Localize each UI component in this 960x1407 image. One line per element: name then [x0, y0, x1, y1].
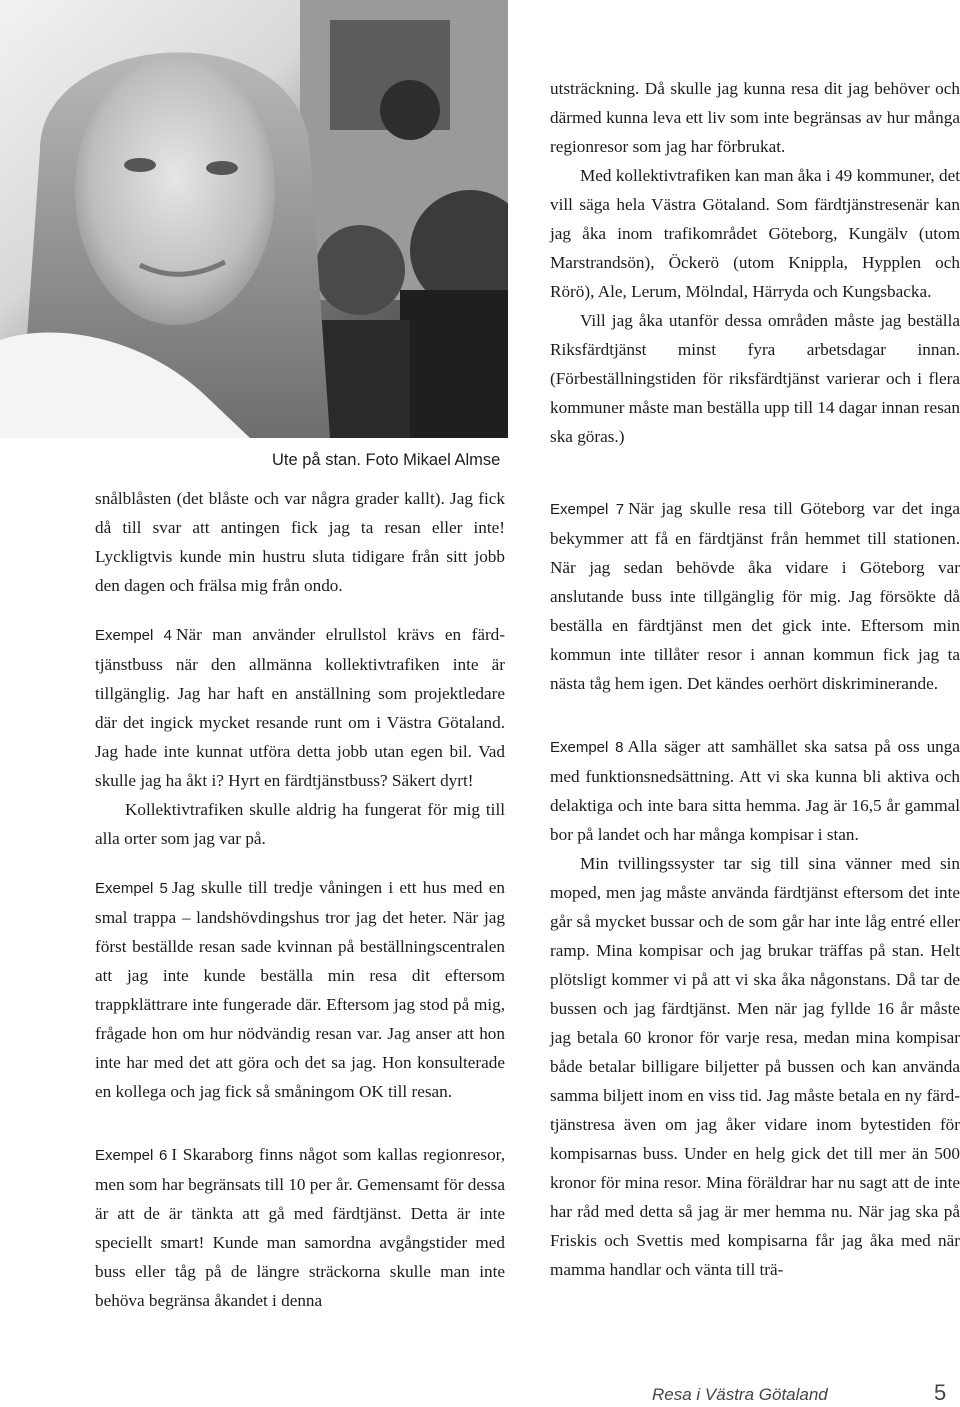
example-label: Exempel 6	[95, 1147, 168, 1164]
example-label: Exempel 5	[95, 880, 168, 897]
paragraph	[95, 1140, 505, 1315]
left-column	[95, 484, 505, 1315]
paragraph-text: I Skaraborg finns något som kallas regionresor, men som har begränsats till 10 per år. Gemensamt för dessa är att de är tänkta att gå med färdtjänst. Detta är inte speciellt smart! Kunde man samordna avgångstider med buss eller tåg på de längre sträckorna skulle man inte behöva begränsa åkandet i denna	[95, 1145, 506, 1310]
paragraph-text: utsträckning. Då skulle jag kunna resa dit jag behöver och därmed kunna leva ett liv som inte begränsas av hur många regionresor som jag har förbrukat.	[550, 79, 960, 156]
paragraph	[95, 484, 505, 600]
paragraph	[550, 74, 960, 161]
paragraph	[550, 732, 960, 849]
photo-caption: Ute på stan. Foto Mikael Almse	[272, 451, 501, 469]
footer-publication-title: Resa i Västra Götaland	[652, 1385, 828, 1404]
paragraph	[550, 161, 960, 306]
paragraph-text: Med kollektivtrafiken kan man åka i 49 kommuner, det vill säga hela Västra Götaland. Som färdtjänstresenär kan jag åka inom trafikområdet Göteborg, Kungälv (utom Marstrandsön), Öckerö (utom Knippla, Hypplen och Rörö), Ale, Lerum, Mölndal, Härryda och Kungsbacka.	[550, 166, 960, 301]
paragraph	[550, 494, 960, 698]
paragraph	[550, 849, 960, 1284]
right-column-bottom	[550, 494, 960, 1284]
page-number: 5	[934, 1380, 947, 1405]
paragraph-text: När jag skulle resa till Göteborg var det inga bekymmer att få en färdtjänst från hemmet till stationen. När jag sedan behövde åka vidare i Göteborg var anslutande buss inte tillgänglig för mig. Jag försökte då beställa en färdtjänst men det gick inte. Eftersom min kommun inte tillåter resor i annan kommun fick jag ta nästa tåg hem igen. Det kändes oerhört diskriminerande.	[550, 499, 960, 693]
photo	[0, 0, 508, 438]
paragraph	[95, 873, 505, 1106]
paragraph-text: Vill jag åka utanför dessa områden måste jag beställa Riksfärdtjänst minst fyra arbetsdagar innan. (Förbeställningstiden för riksfärdtjänst varierar och i flera kommuner måste man beställa upp till 14 dagar innan resan ska göras.)	[550, 311, 960, 446]
paragraph-text: Min tvillingssyster tar sig till sina vänner med sin moped, men jag måste använda färdtjänst eftersom det inte går så mycket bussar och de som går har inte låg entré eller ramp. Mina kompisar och jag brukar träffas på stan. Helt plötsligt kommer vi på att vi ska åka någonstans. Då tar de bussen och jag färdtjänst. Men när jag fyllde 16 år måste jag betala 60 kronor för varje resa, medan mina kompisar både betalar billigare biljetter på bussen och kan använda samma biljett inom en viss tid. Jag måste betala en ny färdtjänstresa även om jag åker vidare inom bytestiden för kompisarnas buss. Under en helg gick det till mer än 500 kronor för mina resor. Mina föräldrar har nu sagt att de inte har råd med detta så jag är mer hemma nu. När jag ska på Friskis och Svettis med kompisarna får jag åka med när mamma handlar och vänta till trä-	[550, 854, 960, 1279]
paragraph	[550, 306, 960, 451]
paragraph-text: Jag skulle till tredje våningen i ett hus med en smal trappa – landshövdingshus tror jag det heter. När jag först beställde resan sade kvinnan på beställningscentralen att jag inte kunde beställa min resa dit eftersom trappklättrare inte fungerade där. Eftersom jag stod på mig, frågade hon om hur nödvändig resan var. Jag anser att hon inte har med det att göra och det sa jag. Hon konsulterade en kollega och jag fick så småningom OK till resan.	[95, 878, 506, 1101]
example-label: Exempel 8	[550, 739, 624, 756]
paragraph-text: Kollektivtrafiken skulle aldrig ha fungerat för mig till alla orter som jag var på.	[95, 800, 505, 848]
paragraph-text: Alla säger att samhället ska satsa på oss unga med funktionsnedsättning. Att vi ska kunna bli aktiva och delaktiga och inte bara sitta hemma. Jag är 16,5 år gammal bor på landet och har många kompisar i stan.	[550, 737, 960, 844]
paragraph-text: snålblåsten (det blåste och var några grader kallt). Jag fick då till svar att antingen fick jag ta resan eller inte! Lyckligtvis kunde min hustru sluta tidigare från sitt jobb den dagen och frälsa mig från ondo.	[95, 489, 505, 595]
paragraph	[95, 795, 505, 853]
paragraph	[95, 620, 505, 795]
example-label: Exempel 7	[550, 501, 625, 518]
example-label: Exempel 4	[95, 627, 173, 644]
portrait-photo-image	[0, 0, 508, 438]
paragraph-text: När man använder elrullstol krävs en färdtjänstbuss när den allmänna kollektivtrafiken inte är tillgänglig. Jag har haft en anställning som projektledare där det ingick mycket resande runt om i Västra Götaland. Jag hade inte kunnat utföra detta jobb utan egen bil. Vad skulle jag ha åkt i? Hyrt en färdtjänstbuss? Säkert dyrt!	[95, 625, 505, 790]
right-column-top	[550, 74, 960, 451]
